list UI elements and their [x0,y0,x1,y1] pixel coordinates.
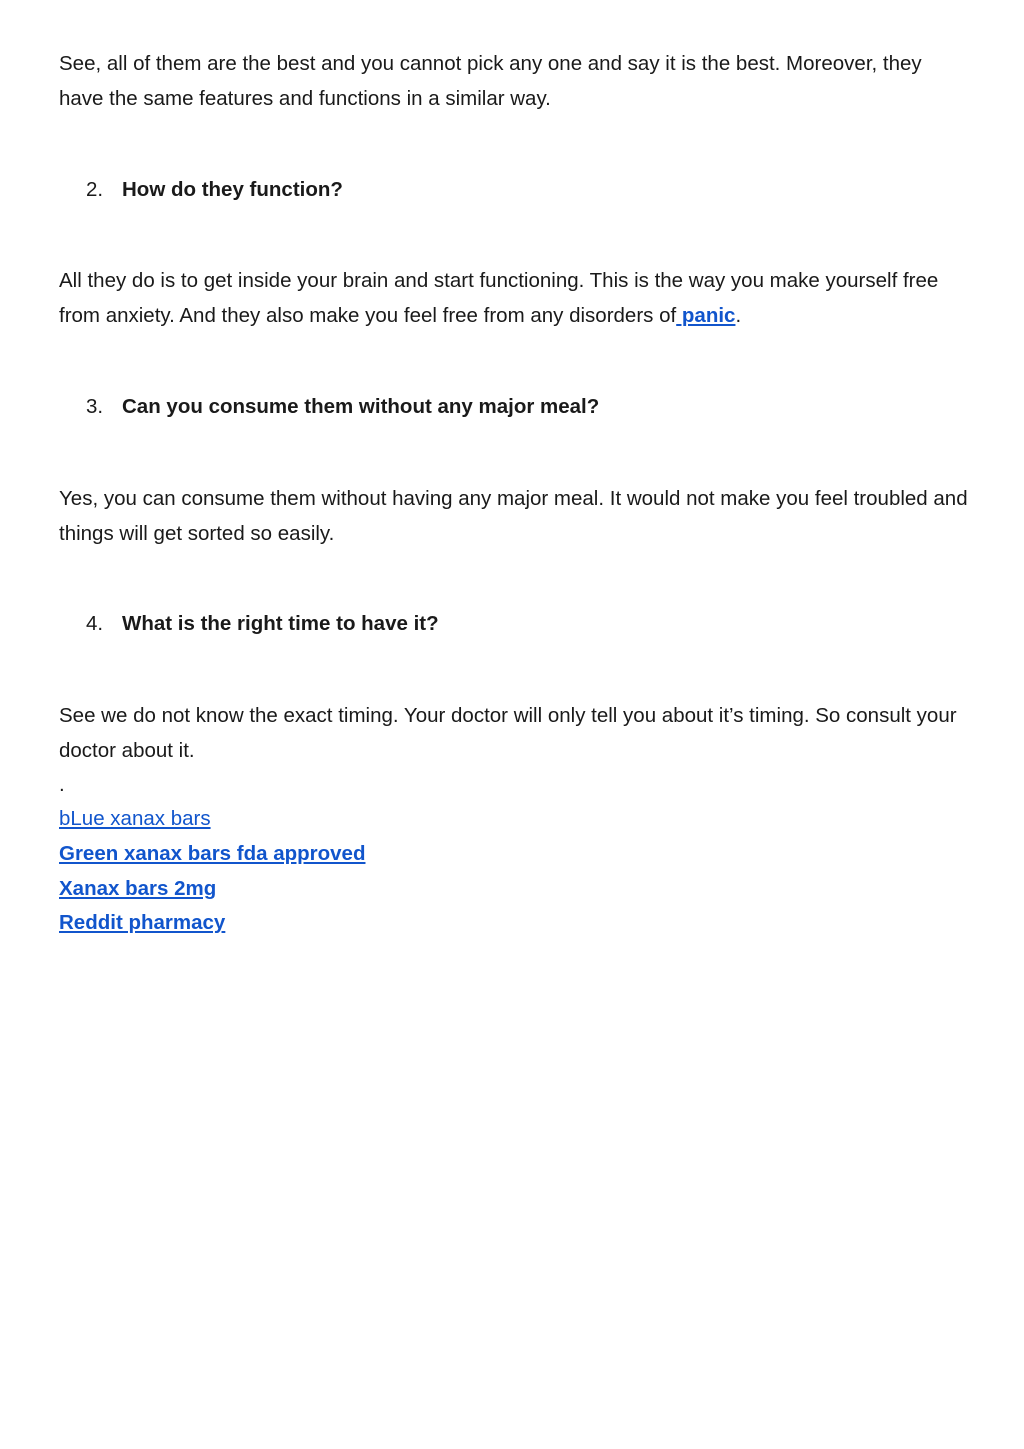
question-2 [86,173,343,208]
question-text: Can you consume them without any major meal? [122,395,600,418]
function-answer-text: All they do is to get inside your brain and start functioning. This is the way you make yourself free from anxiety. And they also make you feel free from any disorders of [59,269,939,327]
link-reddit-pharmacy[interactable]: Reddit pharmacy [59,911,226,935]
question-number: 3. [86,395,104,418]
question-number: 2. [86,178,104,201]
function-answer-paragraph [59,264,969,333]
question-text: How do they function? [122,178,343,201]
question-number: 4. [86,612,104,635]
function-answer-end: . [735,303,742,327]
dot-separator: . [59,773,65,796]
intro-paragraph: See, all of them are the best and you cannot pick any one and say it is the best. Moreover, they have the same features and functions in a similar way. [59,52,922,110]
panic-link[interactable]: panic [676,303,736,327]
question-text: What is the right time to have it? [122,612,439,635]
timing-answer-paragraph: See we do not know the exact timing. Your doctor will only tell you about it’s timing. So consult your doctor about it. [59,704,957,762]
link-blue-xanax-bars[interactable]: bLue xanax bars [59,807,211,830]
link-green-xanax-bars[interactable]: Green xanax bars fda approved [59,841,366,865]
link-xanax-bars-2mg[interactable]: Xanax bars 2mg [59,876,217,900]
link-list [59,802,365,941]
meal-answer-paragraph: Yes, you can consume them without having any major meal. It would not make you feel troubled and things will get sorted so easily. [59,487,968,545]
question-3 [86,390,599,425]
question-4 [86,607,439,642]
